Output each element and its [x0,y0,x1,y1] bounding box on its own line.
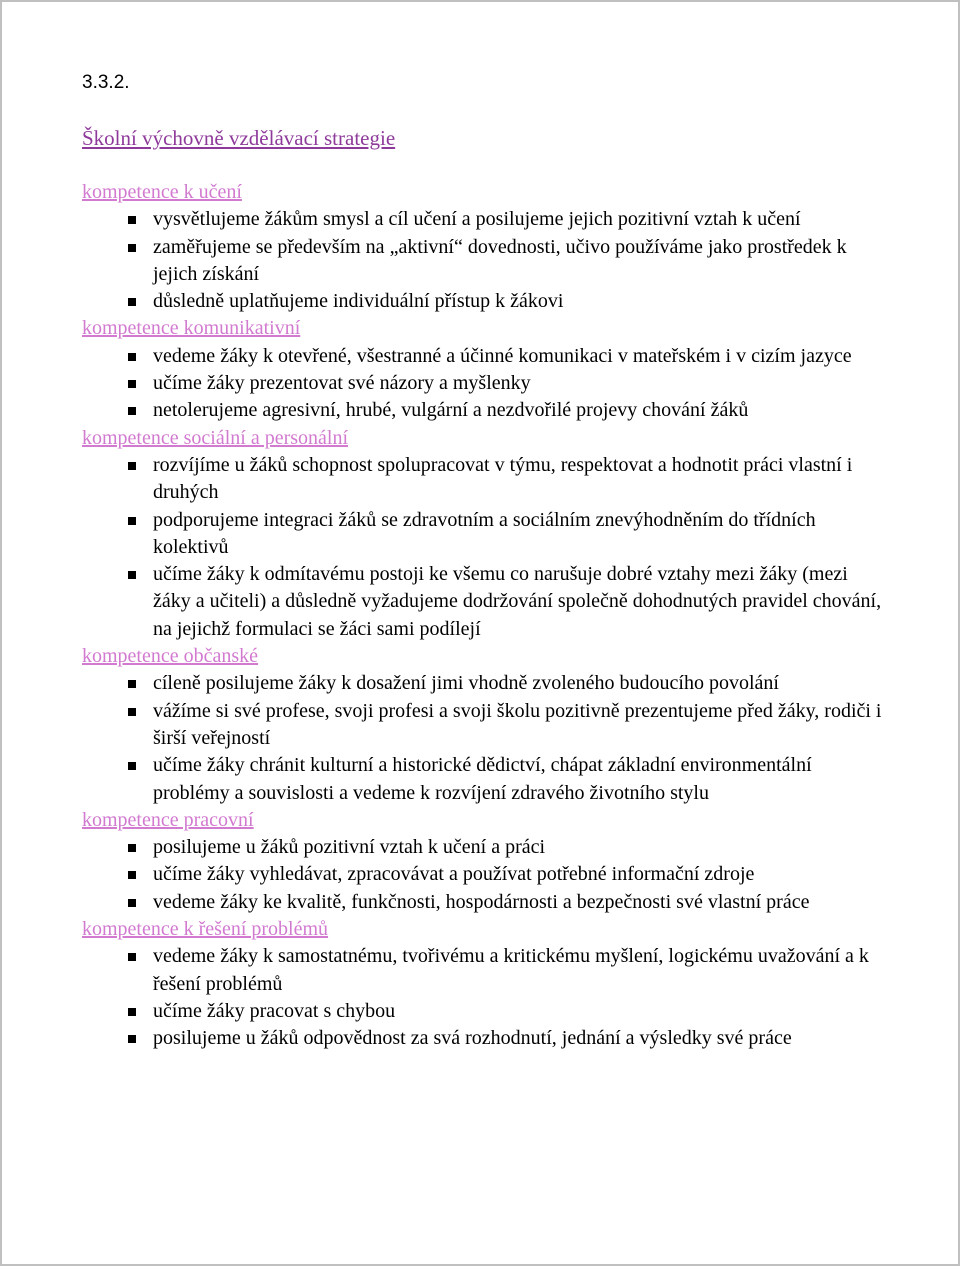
strategy-list [82,943,882,1052]
competence-heading: kompetence komunikativní [82,317,301,340]
list-item: učíme žáky k odmítavému postoji ke všemu co narušuje dobré vztahy mezi žáky (mezi žáky a učiteli) a důsledně vyžadujeme dodržování společně dohodnutých pravidel chování, na jejichž formulaci se žáci sami podílejí [82,561,882,643]
list-item: vedeme žáky k otevřené, všestranné a účinné komunikaci v mateřském i v cizím jazyce [82,343,882,370]
competence-section [82,425,882,643]
competence-section [82,807,882,916]
strategy-list [82,452,882,643]
competence-sections [82,179,882,1053]
list-item: zaměřujeme se především na „aktivní“ dovednosti, učivo používáme jako prostředek k jejich získání [82,234,882,289]
list-item: rozvíjíme u žáků schopnost spolupracovat v týmu, respektovat a hodnotit práci vlastní i druhých [82,452,882,507]
list-item: učíme žáky vyhledávat, zpracovávat a používat potřebné informační zdroje [82,861,882,888]
competence-section [82,179,882,315]
list-item: učíme žáky chránit kulturní a historické dědictví, chápat základní environmentální problémy a souvislosti a vedeme k rozvíjení zdravého životního stylu [82,752,882,807]
competence-section [82,643,882,807]
competence-heading: kompetence k řešení problémů [82,918,329,941]
strategy-list [82,343,882,425]
competence-section [82,916,882,1052]
competence-heading: kompetence pracovní [82,808,254,831]
list-item: vedeme žáky k samostatnému, tvořivému a kritickému myšlení, logickému uvažování a k řešení problémů [82,943,882,998]
competence-heading: kompetence sociální a personální [82,426,349,449]
list-item: posilujeme u žáků pozitivní vztah k učení a práci [82,834,882,861]
section-number: 3.3.2. [82,72,130,93]
strategy-list [82,670,882,806]
list-item: posilujeme u žáků odpovědnost za svá rozhodnutí, jednání a výsledky své práce [82,1025,882,1052]
competence-heading: kompetence občanské [82,645,259,668]
list-item: vážíme si své profese, svoji profesi a svoji školu pozitivně prezentujeme před žáky, rodiči i širší veřejností [82,698,882,753]
strategy-list [82,206,882,315]
list-item: vysvětlujeme žákům smysl a cíl učení a posilujeme jejich pozitivní vztah k učení [82,206,882,233]
list-item: důsledně uplatňujeme individuální přístup k žákovi [82,288,882,315]
list-item: cíleně posilujeme žáky k dosažení jimi vhodně zvoleného budoucího povolání [82,670,882,697]
document-title: Školní výchovně vzdělávací strategie [82,126,396,150]
list-item: učíme žáky prezentovat své názory a myšlenky [82,370,882,397]
list-item: vedeme žáky ke kvalitě, funkčnosti, hospodárnosti a bezpečnosti své vlastní práce [82,889,882,916]
list-item: učíme žáky pracovat s chybou [82,998,882,1025]
list-item: netolerujeme agresivní, hrubé, vulgární a nezdvořilé projevy chování žáků [82,397,882,424]
competence-heading: kompetence k učení [82,181,242,203]
competence-section [82,315,882,424]
strategy-list [82,834,882,916]
list-item: podporujeme integraci žáků se zdravotním a sociálním znevýhodněním do třídních kolektivů [82,507,882,562]
